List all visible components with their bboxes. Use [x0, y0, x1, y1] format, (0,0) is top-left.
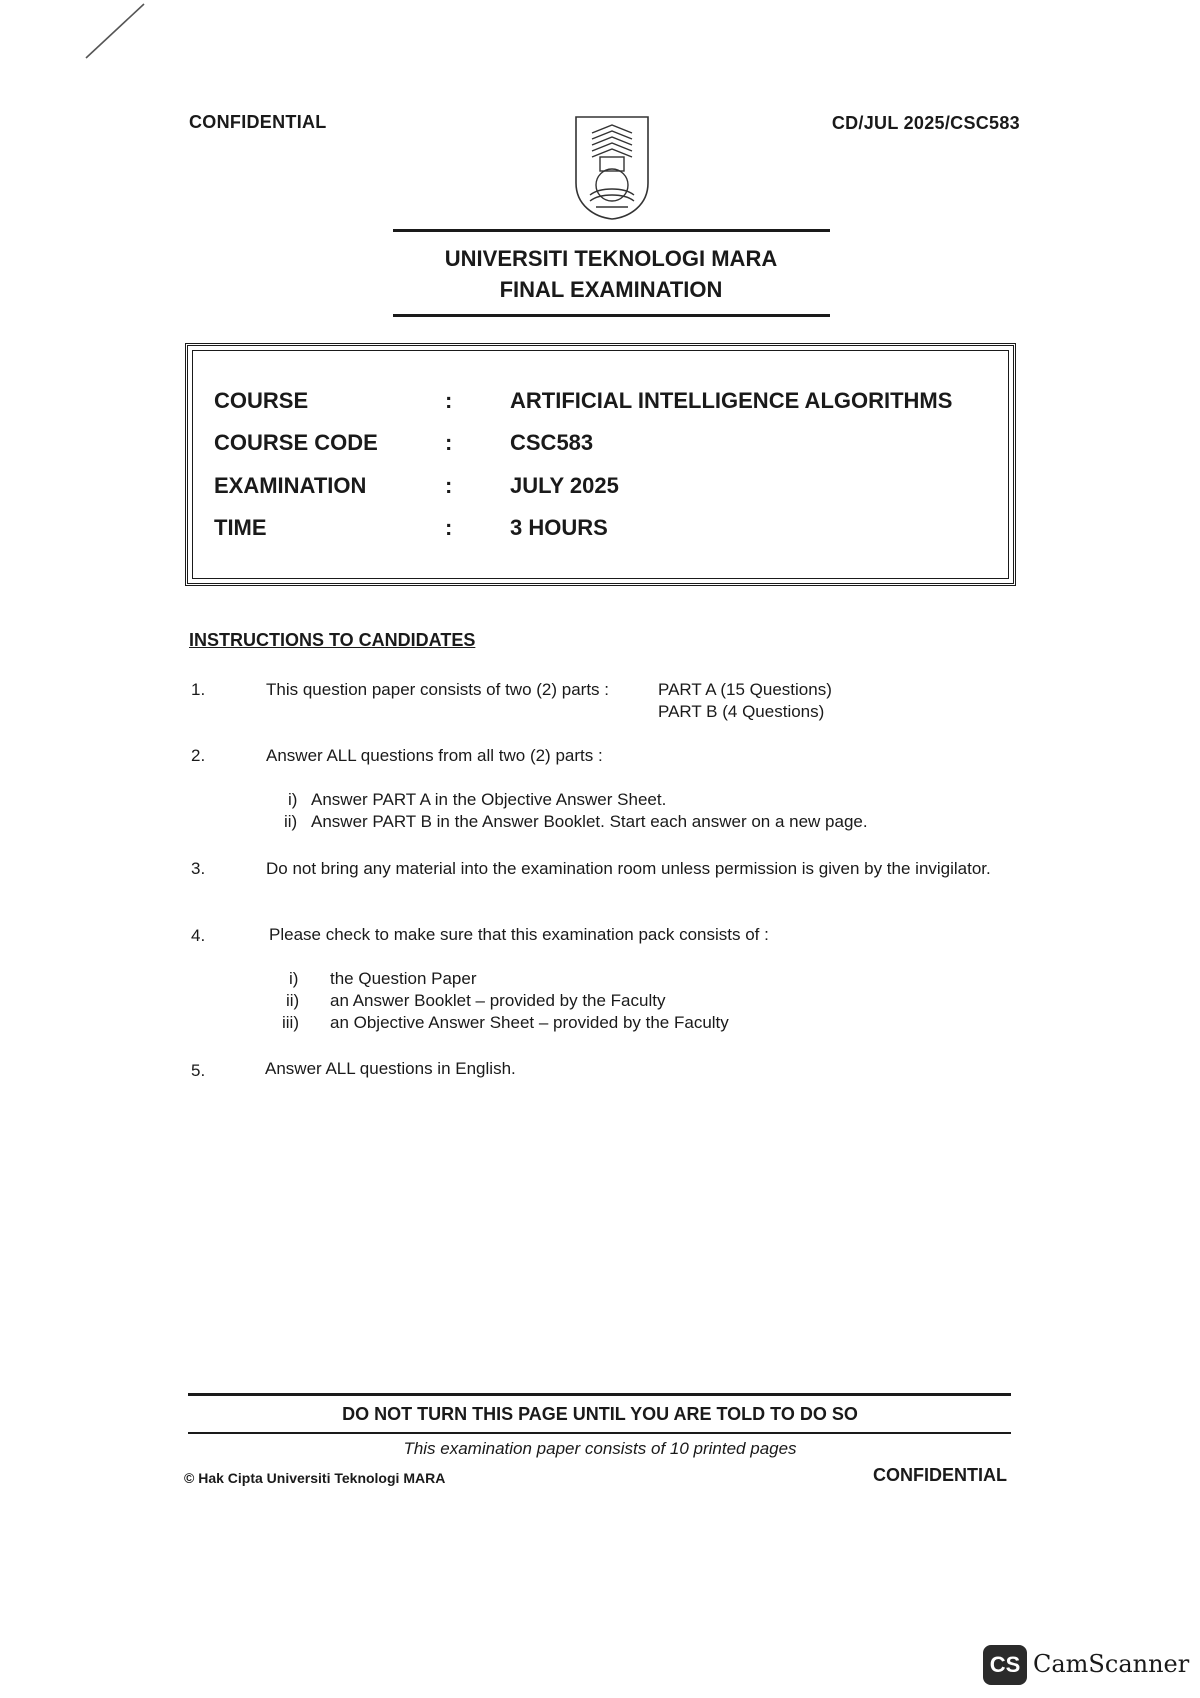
- sub-item-text: an Answer Booklet – provided by the Faculty: [330, 991, 666, 1010]
- time-value: 3 HOURS: [510, 515, 608, 540]
- printed-pages-note: This examination paper consists of 10 printed pages: [403, 1439, 797, 1458]
- separator: :: [445, 473, 453, 498]
- sub-item-text: an Objective Answer Sheet – provided by the Faculty: [330, 1013, 729, 1032]
- sub-item-roman: ii): [284, 812, 298, 831]
- instruction-number: 2.: [191, 746, 206, 765]
- instruction-text: Answer ALL questions in English.: [265, 1059, 516, 1078]
- instruction-number: 3.: [191, 859, 206, 878]
- instruction-text: This question paper consists of two (2) parts :: [266, 680, 609, 699]
- course-code-value: CSC583: [510, 430, 594, 455]
- part-b-info: PART B (4 Questions): [658, 702, 825, 721]
- exam-type: FINAL EXAMINATION: [499, 277, 723, 302]
- time-label: TIME: [214, 515, 267, 540]
- instructions-title: INSTRUCTIONS TO CANDIDATES: [189, 630, 476, 650]
- examination-value: JULY 2025: [510, 473, 619, 498]
- university-name: UNIVERSITI TEKNOLOGI MARA: [444, 246, 778, 271]
- instruction-text: Answer ALL questions from all two (2) parts :: [266, 746, 603, 765]
- do-not-turn-warning: DO NOT TURN THIS PAGE UNTIL YOU ARE TOLD TO DO SO: [342, 1404, 858, 1424]
- separator: :: [445, 430, 453, 455]
- instruction-text: Do not bring any material into the examination room unless permission is given by the invigilator.: [266, 859, 991, 878]
- camscanner-logo-icon: CS: [983, 1645, 1027, 1685]
- separator: :: [445, 388, 453, 413]
- part-a-info: PART A (15 Questions): [658, 680, 832, 699]
- title-top-rule: [393, 229, 830, 232]
- camscanner-watermark: CamScanner: [1033, 1650, 1190, 1678]
- instruction-number: 1.: [191, 680, 206, 699]
- footer-bottom-rule: [188, 1432, 1011, 1434]
- course-label: COURSE: [214, 388, 309, 413]
- course-value: ARTIFICIAL INTELLIGENCE ALGORITHMS: [510, 388, 953, 413]
- examination-label: EXAMINATION: [214, 473, 367, 498]
- title-bottom-rule: [393, 314, 830, 317]
- sub-item-text: Answer PART B in the Answer Booklet. Start each answer on a new page.: [311, 812, 868, 831]
- sub-item-roman: i): [289, 969, 299, 988]
- instruction-number: 5.: [191, 1061, 206, 1080]
- header-confidential: CONFIDENTIAL: [189, 112, 327, 132]
- sub-item-roman: iii): [282, 1013, 299, 1032]
- course-code-label: COURSE CODE: [214, 430, 378, 455]
- pen-stroke-mark: [82, 2, 152, 62]
- sub-item-roman: i): [288, 790, 298, 809]
- course-info-box: [185, 343, 1016, 586]
- footer-top-rule: [188, 1393, 1011, 1396]
- separator: :: [445, 515, 453, 540]
- university-crest-icon: [570, 113, 654, 221]
- footer-confidential: CONFIDENTIAL: [873, 1465, 1007, 1485]
- header-paper-code: CD/JUL 2025/CSC583: [831, 113, 1020, 133]
- sub-item-roman: ii): [286, 991, 300, 1010]
- instruction-text: Please check to make sure that this examination pack consists of :: [269, 925, 769, 944]
- copyright-notice: © Hak Cipta Universiti Teknologi MARA: [184, 1470, 446, 1486]
- instruction-number: 4.: [191, 926, 206, 945]
- sub-item-text: the Question Paper: [330, 969, 477, 988]
- sub-item-text: Answer PART A in the Objective Answer Sheet.: [311, 790, 667, 809]
